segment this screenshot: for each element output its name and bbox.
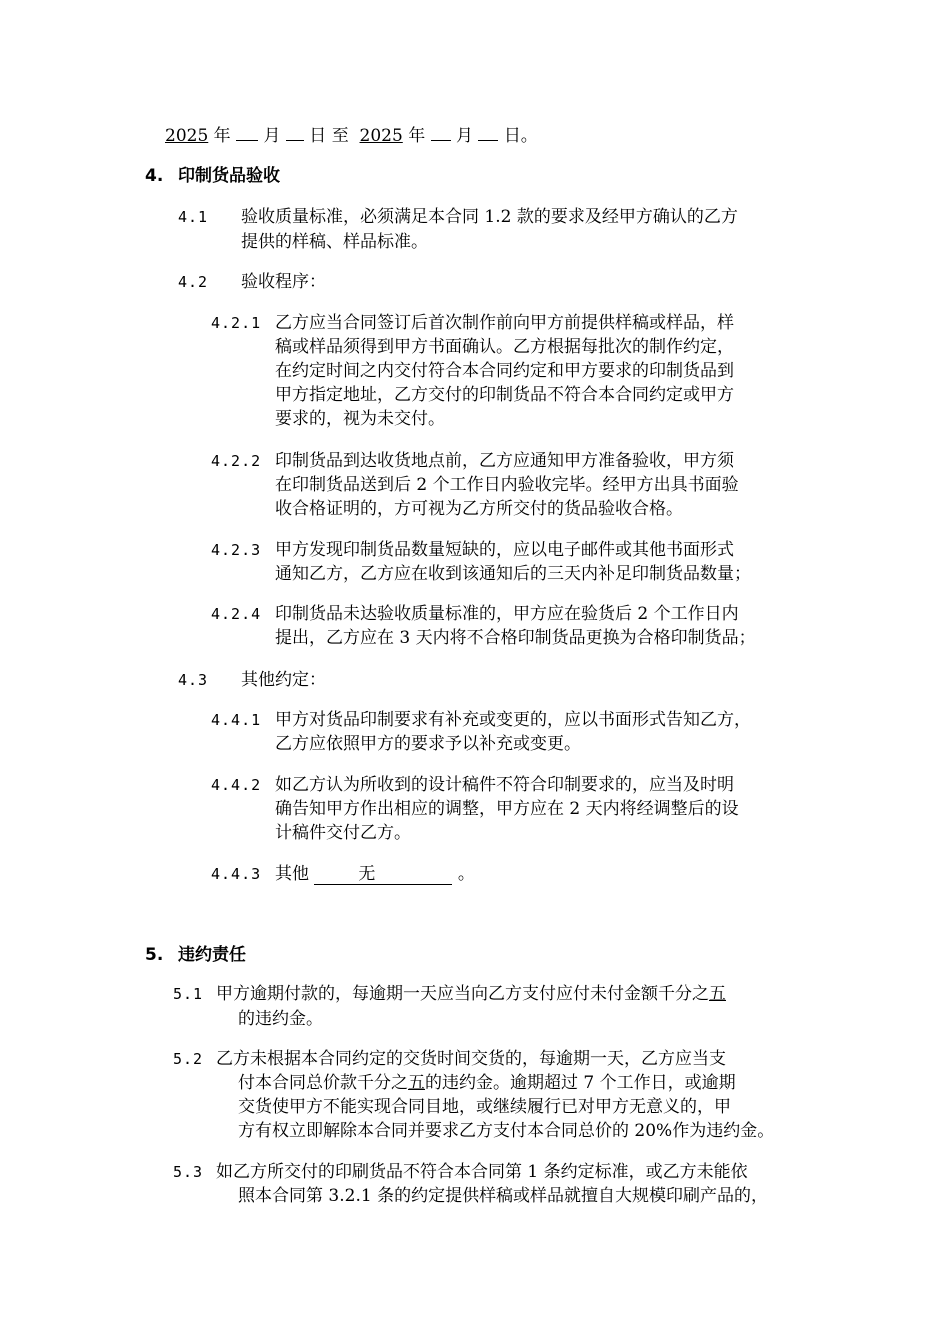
other-value-field: 无: [314, 864, 452, 885]
item-4-2-2-line: 在印制货品送到后 2 个工作日内验收完毕。经甲方出具书面验: [275, 475, 739, 495]
item-5-3-line: 照本合同第 3.2.1 条的约定提供样稿或样品就擅自大规模印刷产品的，: [238, 1186, 769, 1206]
item-4-4-2-line: 如乙方认为所收到的设计稿件不符合印制要求的，应当及时明: [275, 775, 734, 795]
item-5-1-line: 的违约金。: [238, 1009, 323, 1029]
item-4-2-number: 4.2: [178, 273, 209, 291]
start-year: 2025: [165, 126, 209, 146]
item-4-3-number: 4.3: [178, 671, 209, 689]
month-char: 月: [263, 126, 281, 146]
item-4-2-4-line: 印制货品未达验收质量标准的，甲方应在验货后 2 个工作日内: [275, 604, 739, 624]
item-4-2-4-line: 提出，乙方应在 3 天内将不合格印制货品更换为合格印制货品；: [275, 628, 756, 648]
item-5-2-line: 交货使甲方不能实现合同目地，或继续履行已对甲方无意义的，甲: [238, 1097, 731, 1117]
item-4-2-2-line: 印制货品到达收货地点前，乙方应通知甲方准备验收，甲方须: [275, 451, 734, 471]
item-4-2-2-number: 4.2.2: [211, 452, 262, 470]
item-4-1-line: 提供的样稿、样品标准。: [241, 232, 428, 252]
item-4-2-text: 验收程序：: [241, 272, 326, 292]
item-4-4-2-line: 计稿件交付乙方。: [275, 823, 411, 843]
item-5-1-rate: 五: [709, 984, 726, 1004]
date-line: [165, 124, 538, 148]
item-4-2-3-line: 甲方发现印制货品数量短缺的，应以电子邮件或其他书面形式: [275, 540, 734, 560]
item-4-4-1-line: 甲方对货品印制要求有补充或变更的，应以书面形式告知乙方，: [275, 710, 751, 730]
item-5-3-number: 5.3: [173, 1163, 204, 1181]
item-4-4-3-line: [275, 862, 475, 886]
item-4-2-1-line: 稿或样品须得到甲方书面确认。乙方根据每批次的制作约定，: [275, 337, 734, 357]
section-5-title: 违约责任: [178, 945, 246, 965]
item-4-1-number: 4.1: [178, 208, 209, 226]
day-char: 日: [309, 126, 327, 146]
item-5-2-line: [238, 1071, 736, 1095]
section-5-number: 5.: [145, 945, 164, 965]
item-4-2-1-line: 在约定时间之内交付符合本合同约定和甲方要求的印制货品到: [275, 361, 734, 381]
to-char: 至: [331, 126, 349, 146]
end-day-blank: [478, 124, 498, 141]
item-5-2-text: 的违约金。逾期超过 7 个工作日，或逾期: [425, 1073, 736, 1093]
item-4-4-2-number: 4.4.2: [211, 776, 262, 794]
item-5-2-number: 5.2: [173, 1050, 204, 1068]
item-4-2-1-line: 要求的，视为未交付。: [275, 409, 445, 429]
other-label: 其他: [275, 864, 309, 884]
section-4-title: 印制货品验收: [178, 166, 280, 186]
item-5-2-rate: 五: [408, 1073, 425, 1093]
item-4-4-1-number: 4.4.1: [211, 711, 262, 729]
start-month-blank: [236, 124, 258, 141]
item-5-1-text: 甲方逾期付款的，每逾期一天应当向乙方支付应付未付金额千分之: [216, 984, 709, 1004]
item-4-2-3-line: 通知乙方，乙方应在收到该通知后的三天内补足印制货品数量；: [275, 564, 751, 584]
item-5-2-line: 方有权立即解除本合同并要求乙方支付本合同总价的 20%作为违约金。: [238, 1121, 775, 1141]
item-4-2-2-line: 收合格证明的，方可视为乙方所交付的货品验收合格。: [275, 499, 683, 519]
year-char: 年: [408, 126, 426, 146]
other-end: 。: [457, 864, 475, 884]
item-4-2-4-number: 4.2.4: [211, 605, 262, 623]
item-4-2-1-number: 4.2.1: [211, 314, 262, 332]
end-month-blank: [431, 124, 451, 141]
item-4-2-1-line: 甲方指定地址，乙方交付的印制货品不符合本合同约定或甲方: [275, 385, 734, 405]
item-5-1-line: [216, 982, 726, 1006]
item-5-2-line: 乙方未根据本合同约定的交货时间交货的，每逾期一天，乙方应当支: [216, 1049, 726, 1069]
month-char: 月: [456, 126, 473, 146]
year-char: 年: [213, 126, 231, 146]
item-4-2-1-line: 乙方应当合同签订后首次制作前向甲方前提供样稿或样品，样: [275, 313, 734, 333]
item-4-1-line: 验收质量标准，必须满足本合同 1.2 款的要求及经甲方确认的乙方: [241, 207, 738, 227]
item-5-3-line: 如乙方所交付的印刷货品不符合本合同第 1 条约定标准，或乙方未能依: [216, 1162, 748, 1182]
day-char: 日。: [503, 126, 538, 146]
item-4-4-3-number: 4.4.3: [211, 865, 262, 883]
item-5-1-number: 5.1: [173, 985, 204, 1003]
item-4-3-text: 其他约定：: [241, 670, 326, 690]
section-4-number: 4.: [145, 166, 164, 186]
item-4-4-1-line: 乙方应依照甲方的要求予以补充或变更。: [275, 734, 581, 754]
item-4-2-3-number: 4.2.3: [211, 541, 262, 559]
start-day-blank: [286, 124, 304, 141]
end-year: 2025: [359, 126, 403, 146]
item-5-2-text: 付本合同总价款千分之: [238, 1073, 408, 1093]
item-4-4-2-line: 确告知甲方作出相应的调整，甲方应在 2 天内将经调整后的设: [275, 799, 739, 819]
